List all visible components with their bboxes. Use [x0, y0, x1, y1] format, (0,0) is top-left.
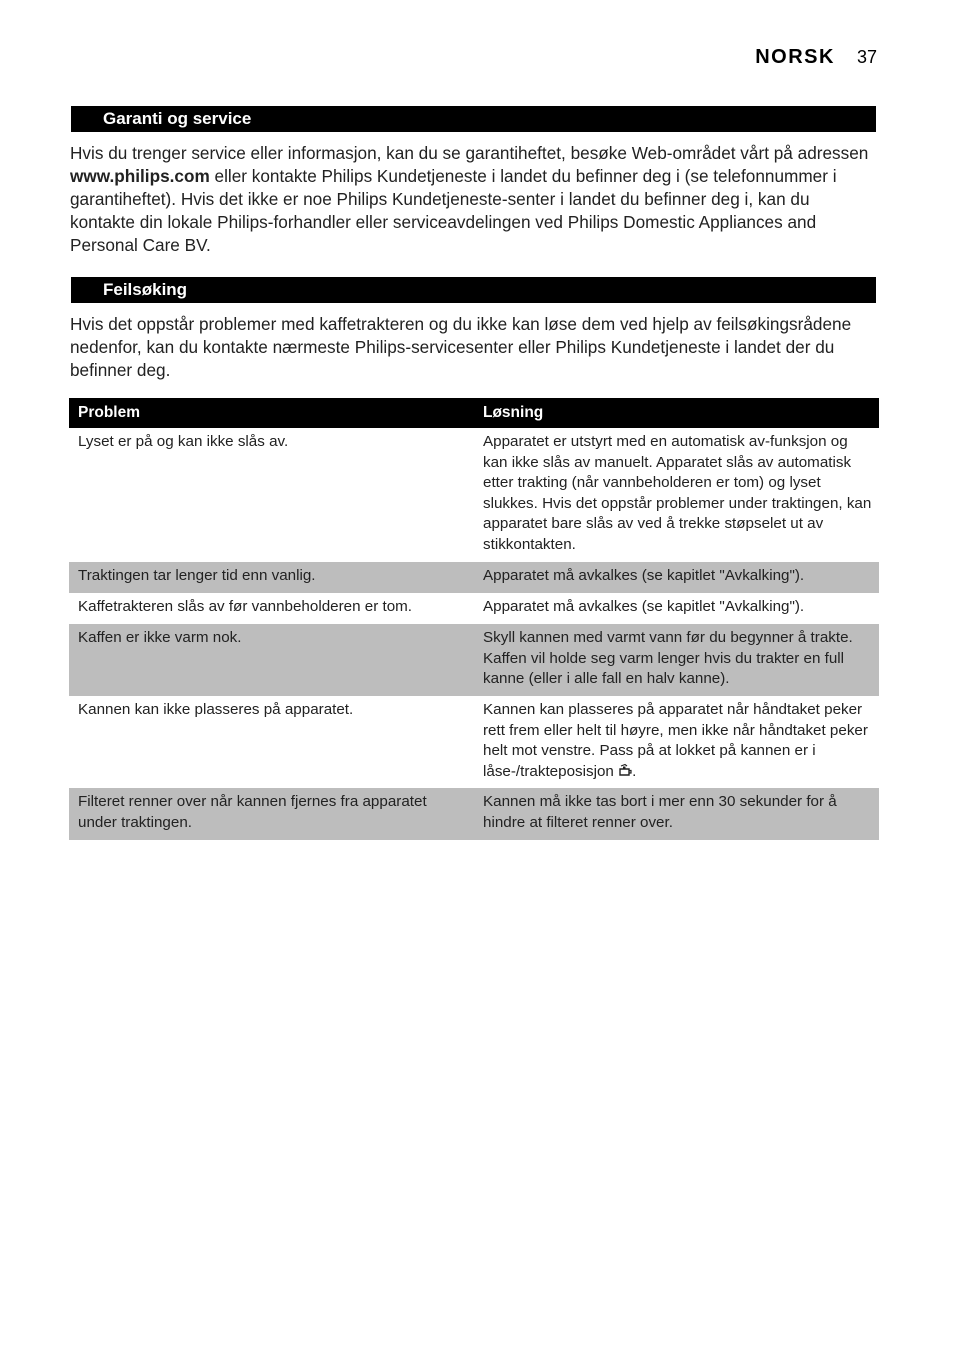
problem-cell: Kannen kan ikke plasseres på apparatet. [69, 696, 474, 788]
section-title-warranty: Garanti og service [71, 106, 876, 132]
troubleshooting-intro: Hvis det oppstår problemer med kaffetrakteren og du ikke kan løse dem ved hjelp av feilsøkingsrådene nedenfor, kan du kontakte nærmeste Philips-servicesenter eller Philips Kundetjeneste i landet der du befinner deg. [70, 314, 852, 380]
language-label: NORSK [755, 46, 835, 68]
warranty-paragraph [70, 142, 870, 257]
page-number: 37 [856, 47, 877, 67]
table-row [69, 593, 879, 624]
solution-cell: Apparatet må avkalkes (se kapitlet "Avkalking"). [474, 562, 879, 593]
troubleshooting-table [69, 398, 879, 840]
solution-cell: Kannen må ikke tas bort i mer enn 30 sekunder for å hindre at filteret renner over. [474, 788, 879, 839]
header-problem: Problem [69, 398, 474, 428]
table-row [69, 624, 879, 696]
philips-link[interactable]: www.philips.com [70, 166, 210, 186]
problem-cell: Kaffen er ikke varm nok. [69, 624, 474, 696]
solution-cell [474, 696, 879, 788]
section-title-troubleshooting: Feilsøking [71, 277, 876, 303]
table-row [69, 428, 879, 562]
problem-cell: Lyset er på og kan ikke slås av. [69, 428, 474, 562]
solution-cell: Apparatet er utstyrt med en automatisk av-funksjon og kan ikke slås av manuelt. Apparatet slås av automatisk etter trakting (når vannbeholderen er tom) og lyset slukkes. Hvis det oppstår problemer under traktingen, kan apparatet bare slås av ved å trekke støpselet ut av stikkontakten. [474, 428, 879, 562]
solution-text: Kannen kan plasseres på apparatet når håndtaket peker rett frem eller helt til høyre, men ikke når håndtaket peker helt mot venstre. Pass på at lokket på kannen er i låse-/trakteposisjon [483, 701, 868, 780]
problem-cell: Filteret renner over når kannen fjernes fra apparatet under traktingen. [69, 788, 474, 839]
warranty-text-1: Hvis du trenger service eller informasjon, kan du se garantiheftet, besøke Web-området vårt på adressen [70, 143, 869, 163]
table-row [69, 562, 879, 593]
table-row [69, 788, 879, 839]
jug-lid-lock-icon [618, 763, 632, 777]
solution-cell: Apparatet må avkalkes (se kapitlet "Avkalking"). [474, 593, 879, 624]
solution-text-end: . [632, 762, 637, 780]
table-row [69, 696, 879, 788]
header-solution: Løsning [474, 398, 879, 428]
solution-cell: Skyll kannen med varmt vann før du begynner å trakte. Kaffen vil holde seg varm lenger hvis du trakter en full kanne (eller i alle fall en halv kanne). [474, 624, 879, 696]
problem-cell: Kaffetrakteren slås av før vannbeholderen er tom. [69, 593, 474, 624]
warranty-text-2: eller kontakte Philips Kundetjeneste i landet du befinner deg i (se telefonnummer i garantiheftet). Hvis det ikke er noe Philips Kundetjeneste-senter i landet du befinner deg i, kan du kontakte din lokale Philips-forhandler eller serviceavdelingen ved Philips Domestic Appliances and Personal Care BV. [70, 166, 837, 255]
page-header [755, 46, 877, 69]
table-header-row [69, 398, 879, 428]
problem-cell: Traktingen tar lenger tid enn vanlig. [69, 562, 474, 593]
